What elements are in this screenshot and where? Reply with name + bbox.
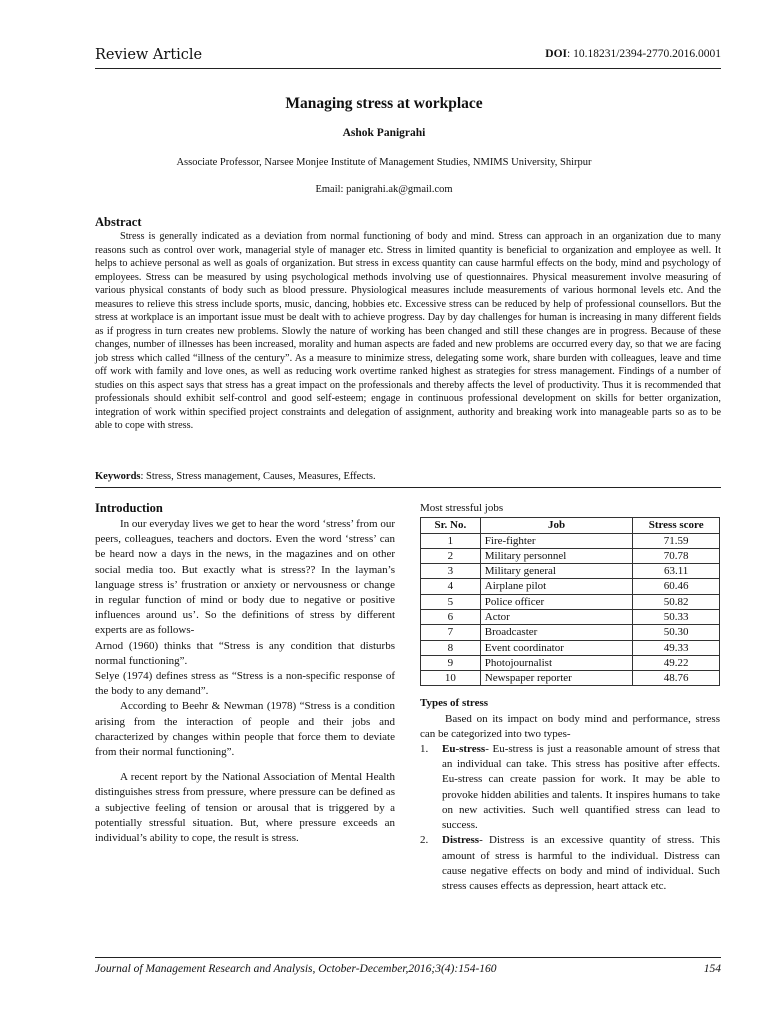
cell-stress-score: 71.59 bbox=[633, 533, 720, 548]
cell-sr-no: 2 bbox=[421, 548, 481, 563]
list-item-distress bbox=[420, 833, 720, 894]
cell-sr-no: 6 bbox=[421, 609, 481, 624]
types-of-stress-heading: Types of stress bbox=[420, 697, 489, 710]
cell-stress-score: 50.82 bbox=[633, 594, 720, 609]
cell-sr-no: 1 bbox=[421, 533, 481, 548]
list-item-eustress bbox=[420, 742, 720, 833]
cell-stress-score: 49.22 bbox=[633, 655, 720, 670]
cell-stress-score: 48.76 bbox=[633, 671, 720, 686]
table-row bbox=[421, 625, 720, 640]
arnod-definition: Arnod (1960) thinks that “Stress is any condition that disturbs normal functioning”. bbox=[95, 639, 395, 667]
author-affiliation: Associate Professor, Narsee Monjee Institute of Management Studies, NMIMS University, Shirpur bbox=[176, 157, 592, 168]
doi bbox=[545, 48, 721, 60]
table-row bbox=[421, 594, 720, 609]
cell-sr-no: 8 bbox=[421, 640, 481, 655]
keywords bbox=[95, 471, 376, 482]
list-term: Eu-stress bbox=[442, 743, 486, 756]
cell-job: Airplane pilot bbox=[480, 579, 633, 594]
intro-paragraph: In our everyday lives we get to hear the word ‘stress’ from our peers, colleagues, teachers and doctors. Even the word ‘stress’ can be heard now a days in the news, in the magazines and on other social media too. But exactly what is stress?? In the layman’s language stress is’ frustration or anxiety or nervousness or change in regular function of mind or body due to negative or positive influences around us’. So the definitions of stress by different experts are as follows- bbox=[95, 518, 395, 637]
cell-job: Fire-fighter bbox=[480, 533, 633, 548]
cell-stress-score: 70.78 bbox=[633, 548, 720, 563]
table-row bbox=[421, 655, 720, 670]
cell-job: Event coordinator bbox=[480, 640, 633, 655]
keywords-text: : Stress, Stress management, Causes, Measures, Effects. bbox=[140, 471, 376, 482]
author-name: Ashok Panigrahi bbox=[342, 127, 426, 139]
cell-stress-score: 50.30 bbox=[633, 625, 720, 640]
cell-sr-no: 9 bbox=[421, 655, 481, 670]
list-text: - Eu-stress is just a reasonable amount of stress that an individual can take. This stress has positive after effects. Eu-stress can create passion for work. It may be able to provoke hidden abilities and talents. It inspires humans to take on new activities. Such well quantified stress can lead to success. bbox=[442, 743, 720, 832]
introduction-section bbox=[95, 501, 395, 846]
cell-job: Broadcaster bbox=[480, 625, 633, 640]
journal-citation: Journal of Management Research and Analysis, October-December,2016;3(4):154-160 bbox=[95, 963, 497, 975]
cell-sr-no: 3 bbox=[421, 564, 481, 579]
nam-report-paragraph: A recent report by the National Association of Mental Health distinguishes stress from pressure, where pressure can be defined as a subjective feeling of tension or arousal that is triggered by a potentially stressful situation. But, where pressure exceeds an individual’s ability to cope, the result is stress. bbox=[95, 771, 395, 845]
article-type: Review Article bbox=[95, 47, 203, 63]
table-row bbox=[421, 564, 720, 579]
table-row bbox=[421, 548, 720, 563]
cell-sr-no: 5 bbox=[421, 594, 481, 609]
table-row bbox=[421, 609, 720, 624]
abstract-text: Stress is generally indicated as a deviation from normal functioning of body and mind. Stress can approach in an organization due to many reasons such as control over work, managerial style of manager etc. Stress in limited quantity is beneficial to organization and employee as well. It helps to achieve personal as well as goals of organization. But stress in excess quantity can cause harmful effects on the body, mind and psychology of employees. Stress can be measured by using psychological methods involving use of questionnaires. Physical measurement involve measuring of various physical constants of body such as blood pressure. Physiological measures include measurements of various hormonal levels etc. And the measures to relieve this stress include sports, music, dancing, hobbies etc. Excessive stress can be reduced by help of professional counsellors. But the stress at workplace is an important issue must be dealt with to achieve progress. Day by day challenges for human is increasing in many different fields as if progress in turn creates new problems. Slowly the nature of working has been changed and still these changes are in progress. Because of these changes, number of illnesses has been increased, morality and human aspects are faded and new problems are occurred every day, so that we are facing job stress which called “illness of the century”. As a measure to minimize stress, delegating some work, share burden with colleagues, leave and time off work with family and love ones, as well as reducing work overtime ranked highest as strategies for stress management. Findings of a number of studies on this aspect says that stress has a great impact on the professionals and thereby affects the level of productivity. Thus it is recommended that professionals should exhibit self-control and good self-esteem; engage in continuous professional development on skills for better organization, integration of work within specified project constraints and delegation of assignment, authority and breaking work into manageable parts so as to be able to cope with stress. bbox=[95, 231, 721, 431]
footer-rule bbox=[95, 957, 721, 958]
cell-sr-no: 7 bbox=[421, 625, 481, 640]
table-row bbox=[421, 579, 720, 594]
column-header-stress-score: Stress score bbox=[633, 518, 720, 533]
column-header-sr-no: Sr. No. bbox=[421, 518, 481, 533]
cell-job: Military personnel bbox=[480, 548, 633, 563]
header-rule bbox=[95, 68, 721, 69]
list-text: - Distress is an excessive quantity of stress. This amount of stress is harmful to the individual. Distress can cause negative effects on body and mind of individual. Such stress causes effects as depression, heart attack etc. bbox=[442, 834, 720, 892]
types-of-stress-intro: Based on its impact on body mind and performance, stress can be categorized into two types- bbox=[420, 712, 720, 740]
doi-value[interactable]: : 10.18231/2394-2770.2016.0001 bbox=[567, 48, 721, 60]
stress-types-list bbox=[420, 742, 720, 894]
abstract-heading: Abstract bbox=[95, 215, 142, 229]
keywords-label: Keywords bbox=[95, 471, 141, 482]
list-number: 2. bbox=[420, 834, 429, 847]
cell-job: Actor bbox=[480, 609, 633, 624]
table-row bbox=[421, 640, 720, 655]
author-email[interactable]: Email: panigrahi.ak@gmail.com bbox=[315, 184, 453, 195]
right-column bbox=[420, 501, 720, 894]
cell-sr-no: 10 bbox=[421, 671, 481, 686]
table-row bbox=[421, 671, 720, 686]
column-header-job: Job bbox=[480, 518, 633, 533]
stressful-jobs-table bbox=[420, 517, 720, 686]
table-row bbox=[421, 533, 720, 548]
cell-job: Military general bbox=[480, 564, 633, 579]
cell-job: Photojournalist bbox=[480, 655, 633, 670]
table-caption: Most stressful jobs bbox=[420, 502, 504, 514]
list-number: 1. bbox=[420, 743, 429, 756]
table-header-row bbox=[421, 518, 720, 533]
selye-definition: Selye (1974) defines stress as “Stress is a non-specific response of the body to any demand”. bbox=[95, 670, 395, 698]
list-term: Distress bbox=[442, 834, 480, 847]
keywords-rule bbox=[95, 487, 721, 488]
cell-stress-score: 49.33 bbox=[633, 640, 720, 655]
doi-label: DOI bbox=[545, 48, 568, 60]
paper-title: Managing stress at workplace bbox=[285, 95, 483, 112]
cell-job: Police officer bbox=[480, 594, 633, 609]
cell-stress-score: 60.46 bbox=[633, 579, 720, 594]
cell-job: Newspaper reporter bbox=[480, 671, 633, 686]
cell-stress-score: 63.11 bbox=[633, 564, 720, 579]
cell-sr-no: 4 bbox=[421, 579, 481, 594]
cell-stress-score: 50.33 bbox=[633, 609, 720, 624]
page-number: 154 bbox=[703, 963, 721, 975]
beehr-newman-definition: According to Beehr & Newman (1978) “Stress is a condition arising from the interaction of people and their jobs and characterized by changes within people that force them to deviate from their normal functioning”. bbox=[95, 700, 395, 759]
table-body bbox=[421, 533, 720, 686]
introduction-heading: Introduction bbox=[95, 501, 163, 515]
